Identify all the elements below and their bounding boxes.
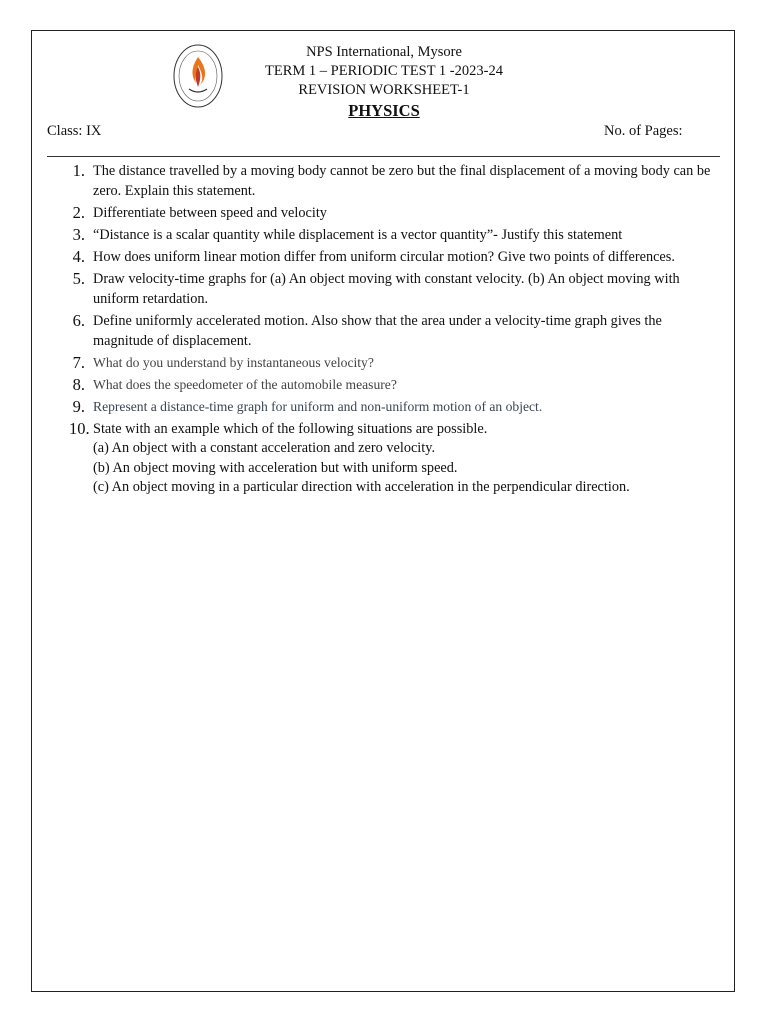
question-text: Draw velocity-time graphs for (a) An object moving with constant velocity. (b) An object moving with uniform retardation. — [93, 271, 680, 307]
question-text: What do you understand by instantaneous velocity? — [93, 355, 374, 370]
question-number: 3. — [72, 225, 85, 244]
question-item — [47, 375, 725, 395]
question-number: 2. — [72, 203, 85, 222]
question-text: “Distance is a scalar quantity while displacement is a vector quantity”- Justify this statement — [93, 227, 623, 243]
school-name: NPS International, Mysore — [306, 44, 462, 60]
question-text: Differentiate between speed and velocity — [93, 205, 327, 221]
header-divider — [47, 156, 720, 157]
question-list — [47, 161, 725, 500]
question-item — [47, 419, 725, 498]
question-text: How does uniform linear motion differ from uniform circular motion? Give two points of differences. — [93, 249, 675, 265]
question-item — [47, 225, 725, 245]
question-item — [47, 353, 725, 373]
question-number: 6. — [72, 311, 85, 330]
subject-title: PHYSICS — [348, 101, 420, 120]
pages-label: No. of Pages: — [604, 123, 683, 139]
question-number: 8. — [72, 375, 85, 394]
question-text: The distance travelled by a moving body cannot be zero but the final displacement of a moving body can be zero. Explain this statement. — [93, 163, 711, 199]
sub-question: (b) An object moving with acceleration but with uniform speed. — [93, 459, 458, 476]
question-number: 5. — [72, 269, 85, 288]
question-number: 4. — [72, 247, 85, 266]
question-item — [47, 247, 725, 267]
test-title: TERM 1 – PERIODIC TEST 1 -2023-24 — [265, 63, 503, 79]
question-number: 1. — [72, 161, 85, 180]
question-number: 10. — [69, 419, 90, 438]
question-text: State with an example which of the following situations are possible. — [93, 421, 488, 437]
question-text: Define uniformly accelerated motion. Also show that the area under a velocity-time graph gives the magnitude of displacement. — [93, 313, 662, 349]
question-item — [47, 203, 725, 223]
class-label: Class: IX — [47, 123, 102, 139]
question-item — [47, 269, 725, 309]
worksheet-title: REVISION WORKSHEET-1 — [298, 82, 470, 98]
sub-question: (c) An object moving in a particular direction with acceleration in the perpendicular direction. — [93, 479, 630, 495]
sub-question: (a) An object with a constant acceleration and zero velocity. — [93, 440, 436, 456]
question-item — [47, 397, 725, 417]
question-item — [47, 311, 725, 351]
question-text: Represent a distance-time graph for uniform and non-uniform motion of an object. — [93, 399, 543, 414]
question-number: 9. — [72, 397, 85, 416]
question-number: 7. — [72, 353, 85, 372]
question-item — [47, 161, 725, 201]
question-text: What does the speedometer of the automobile measure? — [93, 377, 397, 392]
